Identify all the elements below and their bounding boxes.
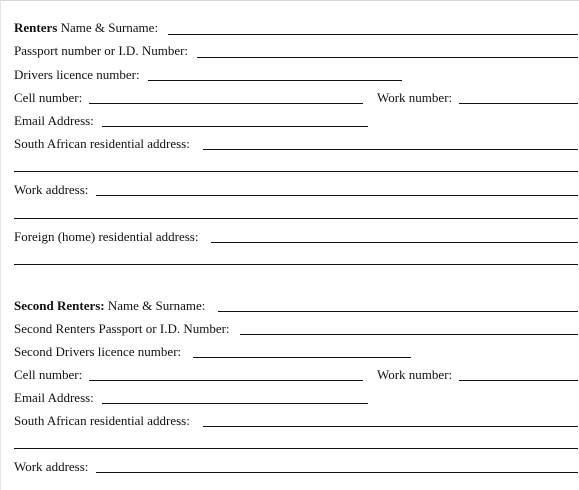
sa-address-label: South African residential address: (14, 136, 190, 151)
email-label: Email Address: (14, 113, 94, 128)
second-work-address-field[interactable] (96, 472, 578, 473)
renter-name-field[interactable] (168, 34, 578, 35)
foreign-address-field-line-2[interactable] (14, 264, 578, 265)
work-number-label: Work number: (377, 90, 453, 105)
second-sa-address-field[interactable] (203, 426, 578, 427)
second-renter-name-field[interactable] (218, 311, 578, 312)
second-work-number-label: Work number: (377, 367, 453, 382)
foreign-address-label: Foreign (home) residential address: (14, 229, 199, 244)
second-drivers-licence-field[interactable] (193, 357, 411, 358)
second-cell-number-label: Cell number: (14, 367, 83, 382)
cell-number-field[interactable] (89, 103, 363, 104)
passport-field[interactable] (197, 57, 578, 58)
second-sa-address-label: South African residential address: (14, 413, 190, 428)
second-email-label: Email Address: (14, 390, 94, 405)
second-passport-field[interactable] (240, 334, 578, 335)
work-address-label: Work address: (14, 182, 89, 197)
renter-name-bold: Renters (14, 20, 58, 35)
passport-label: Passport number or I.D. Number: (14, 43, 189, 58)
cell-number-label: Cell number: (14, 90, 83, 105)
drivers-licence-field[interactable] (148, 80, 402, 81)
second-passport-label: Second Renters Passport or I.D. Number: (14, 321, 230, 336)
second-sa-address-field-line-2[interactable] (14, 448, 578, 449)
drivers-licence-label: Drivers licence number: (14, 67, 140, 82)
work-address-field-line-2[interactable] (14, 218, 578, 219)
second-work-number-field[interactable] (459, 380, 578, 381)
second-drivers-licence-label: Second Drivers licence number: (14, 344, 182, 359)
second-email-field[interactable] (102, 403, 368, 404)
work-number-field[interactable] (459, 103, 578, 104)
sa-address-field-line-2[interactable] (14, 171, 578, 172)
second-renter-name-rest: Name & Surname: (104, 298, 206, 313)
foreign-address-field[interactable] (211, 242, 578, 243)
renter-name-label (14, 20, 158, 36)
second-renter-name-bold: Second Renters: (14, 298, 105, 313)
email-field[interactable] (102, 126, 368, 127)
renter-name-rest: Name & Surname: (57, 20, 159, 35)
work-address-field[interactable] (96, 195, 578, 196)
sa-address-field[interactable] (203, 149, 578, 150)
second-work-address-label: Work address: (14, 459, 89, 474)
second-renter-name-label (14, 298, 205, 314)
second-cell-number-field[interactable] (89, 380, 363, 381)
